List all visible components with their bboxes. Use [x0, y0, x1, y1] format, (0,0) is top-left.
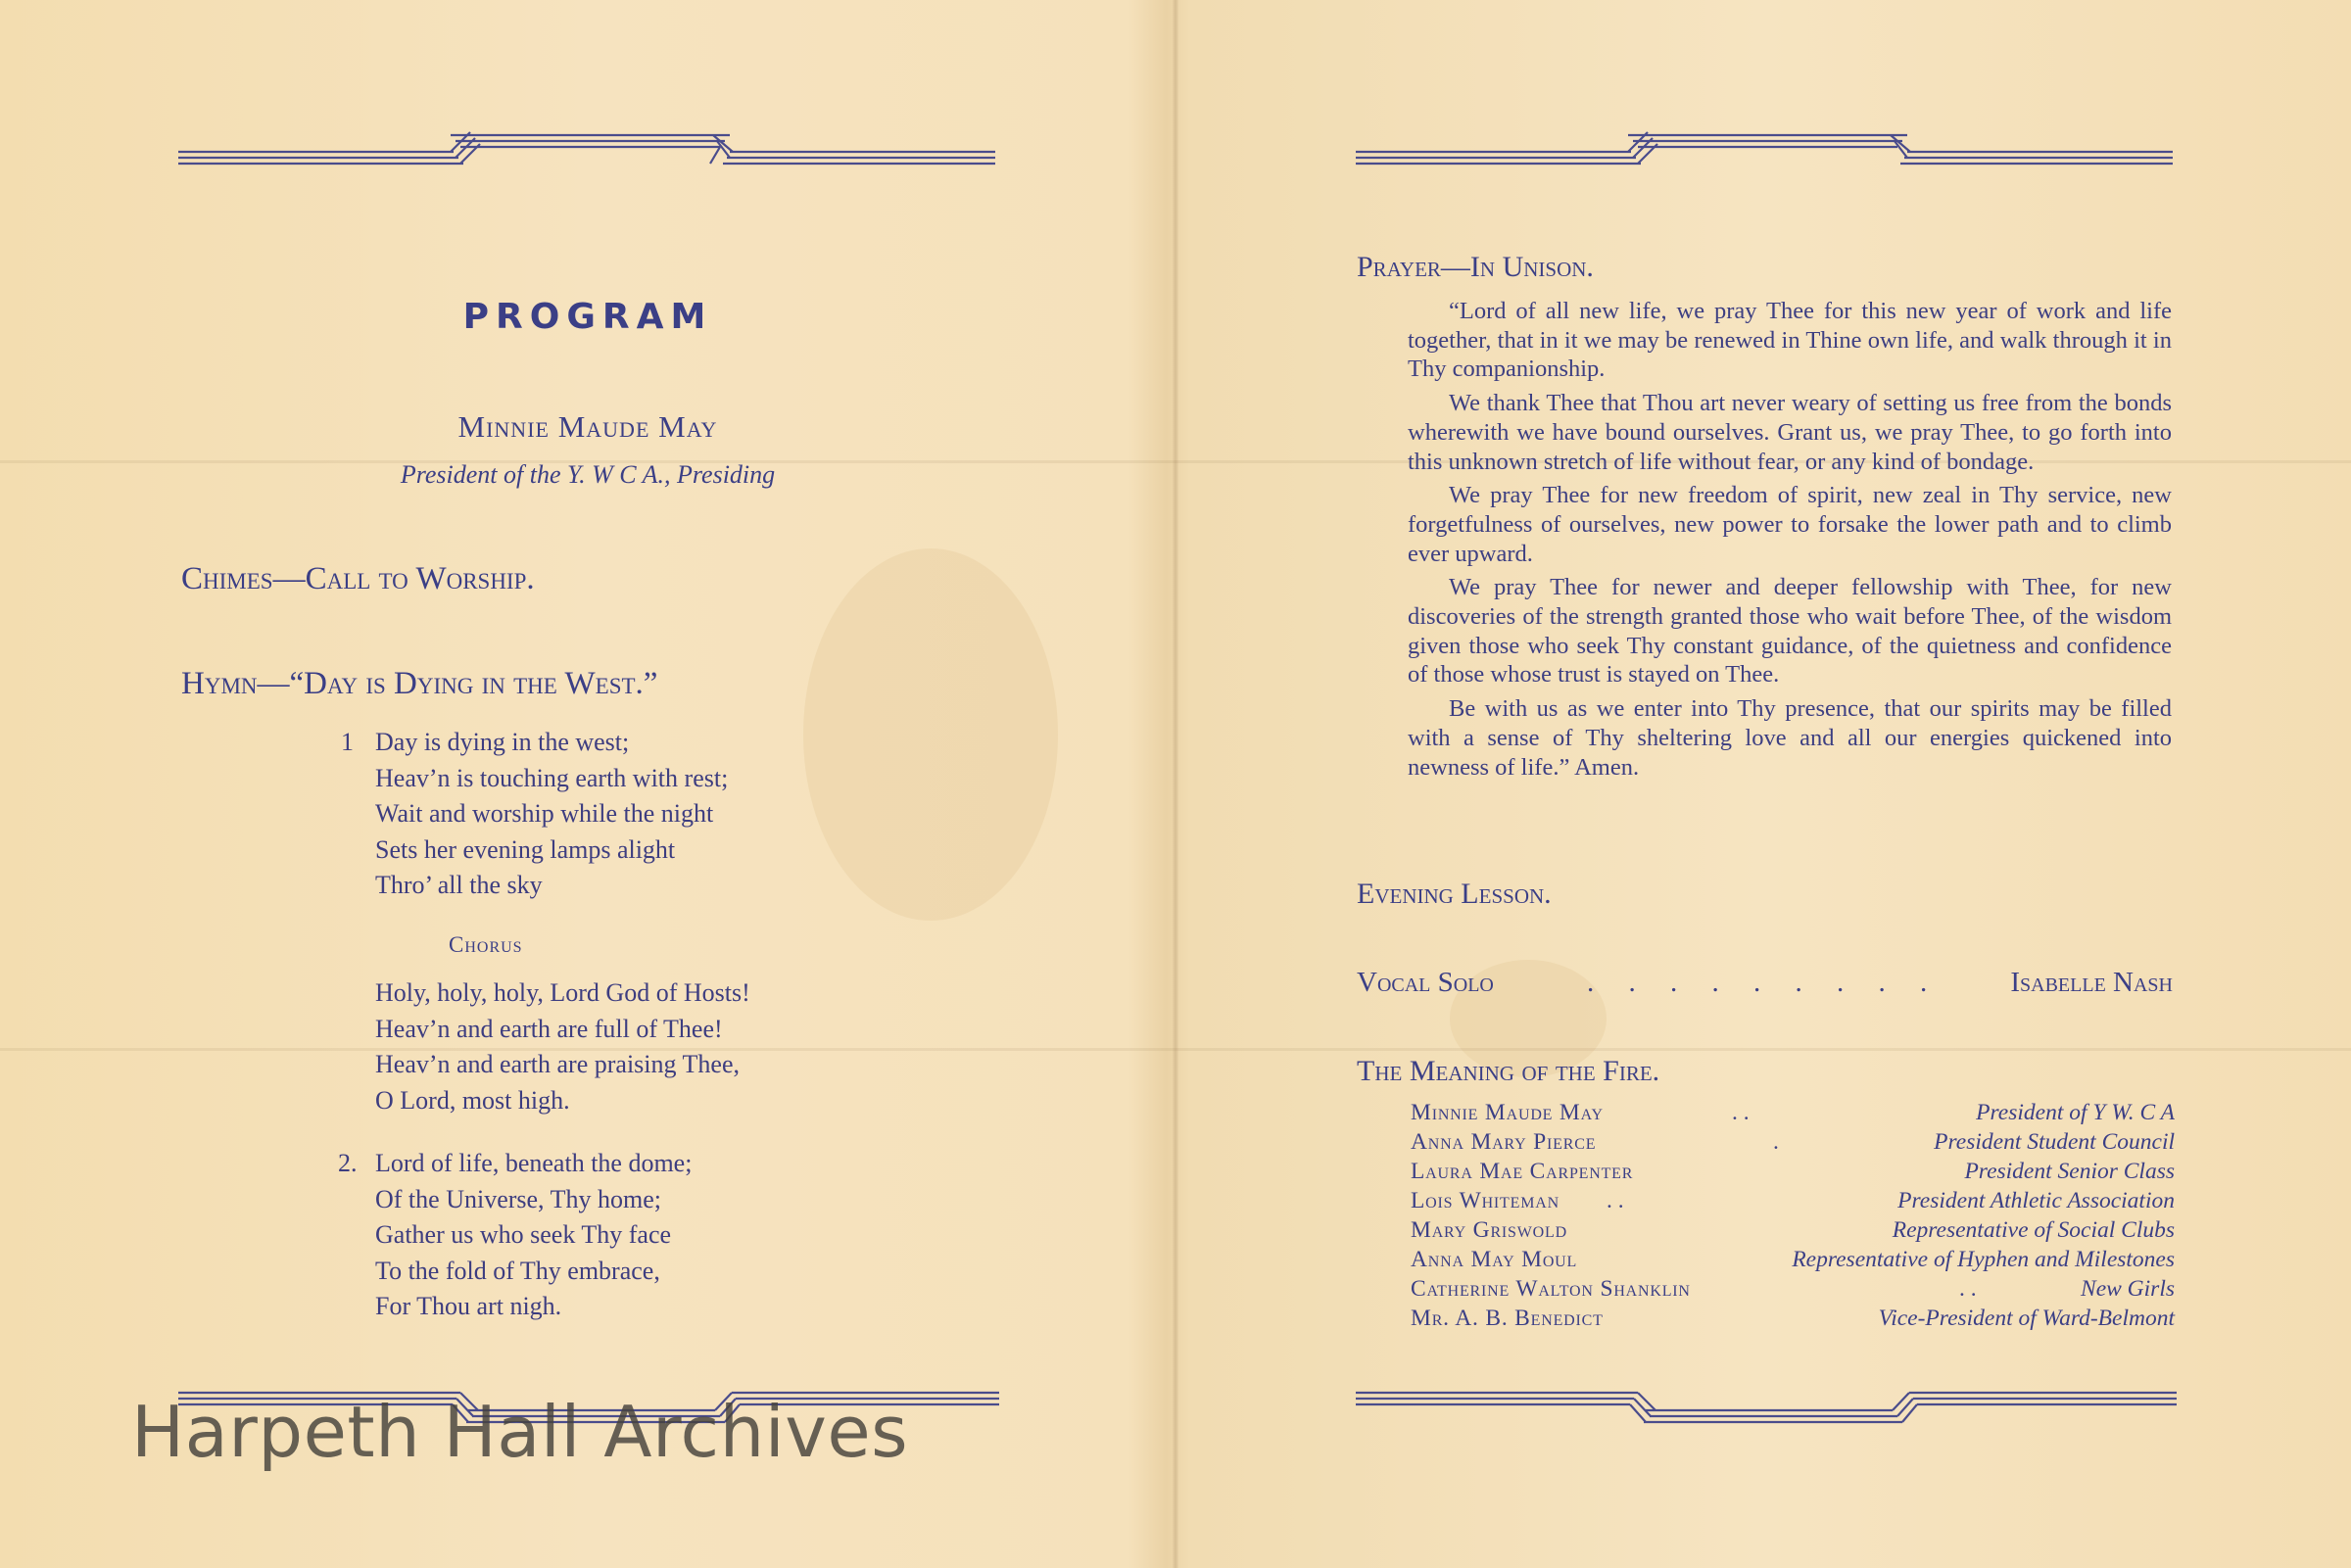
- participant-row: [1411, 1217, 2175, 1247]
- participant-row: [1411, 1100, 2175, 1129]
- verse-line: Wait and worship while the night: [375, 799, 714, 828]
- prayer-text: [1408, 297, 2172, 786]
- presider-name: Minnie Maude May: [457, 409, 718, 444]
- top-ornament: [1354, 130, 2186, 179]
- fire-heading: The Meaning of the Fire.: [1357, 1055, 1660, 1087]
- lesson-heading: Evening Lesson.: [1357, 878, 1552, 910]
- prayer-heading: Prayer—In Unison.: [1357, 251, 1594, 283]
- leader-dots: . .: [1732, 1100, 1750, 1125]
- solo-heading: Vocal Solo: [1357, 967, 1494, 998]
- solo-leader-dots: . . . . . . . . .: [1587, 967, 1942, 998]
- prayer-paragraph: “Lord of all new life, we pray Thee for this new year of work and life together, that in it we may be renewed in Thine own life, and walk through it in Thy companionship.: [1408, 298, 2172, 383]
- verse-line: Gather us who seek Thy face: [375, 1220, 672, 1249]
- participant-row: [1411, 1159, 2175, 1188]
- participant-name: Mary Griswold: [1411, 1217, 1567, 1243]
- participant-role: New Girls: [2081, 1276, 2175, 1302]
- verse-line: Thro’ all the sky: [375, 871, 543, 899]
- participant-role: President Athletic Association: [1897, 1188, 2175, 1213]
- participant-role: Vice-President of Ward-Belmont: [1878, 1306, 2175, 1331]
- leader-dots: . .: [1607, 1188, 1624, 1213]
- verse-number: 2.: [338, 1149, 358, 1177]
- participant-name: Minnie Maude May: [1411, 1100, 1604, 1125]
- participant-row: [1411, 1276, 2175, 1306]
- prayer-paragraph: We thank Thee that Thou art never weary of setting us free from the bonds wherewith we have bound ourselves. Grant us, we pray Thee, to go forth into this unknown stretch of life without fear, or any kind of bondage.: [1408, 390, 2172, 475]
- prayer-paragraph: We pray Thee for new freedom of spirit, new zeal in Thy service, new forgetfulness of ourselves, new power to forsake the lower path and to climb ever upward.: [1408, 482, 2172, 567]
- verse-line: For Thou art nigh.: [375, 1292, 562, 1320]
- chimes-heading: Chimes—Call to Worship.: [181, 561, 535, 596]
- participant-row: [1411, 1188, 2175, 1217]
- participant-name: Laura Mae Carpenter: [1411, 1159, 1634, 1184]
- verse-line: Lord of life, beneath the dome;: [375, 1149, 693, 1177]
- top-ornament: [176, 130, 1009, 179]
- presider-role: President of the Y. W C A., Presiding: [400, 460, 776, 489]
- chorus-line: Heav’n and earth are full of Thee!: [375, 1014, 723, 1043]
- participant-role: President Student Council: [1934, 1129, 2175, 1155]
- verse-line: Sets her evening lamps alight: [375, 834, 676, 864]
- chorus-label: Chorus: [449, 932, 523, 957]
- hymn-chorus: [375, 975, 750, 1118]
- archive-watermark: Harpeth Hall Archives: [131, 1391, 909, 1473]
- prayer-paragraph: Be with us as we enter into Thy presence, that our spirits may be filled with a sense of Thy sheltering love and all our energies quickened into newness of life.” Amen.: [1408, 695, 2172, 781]
- chorus-line: Heav’n and earth are praising Thee,: [375, 1050, 741, 1078]
- participant-name: Mr. A. B. Benedict: [1411, 1306, 1604, 1331]
- program-title: PROGRAM: [462, 297, 713, 337]
- verse-line: Day is dying in the west;: [375, 728, 630, 756]
- vocal-solo-row: [1357, 967, 2173, 999]
- participant-role: President of Y W. C A: [1976, 1100, 2175, 1125]
- leader-dots: . .: [1959, 1276, 1977, 1302]
- participant-role: Representative of Social Clubs: [1892, 1217, 2175, 1243]
- chorus-line: O Lord, most high.: [375, 1085, 570, 1115]
- participant-row: [1411, 1247, 2175, 1276]
- hymn-heading: Hymn—“Day is Dying in the West.”: [181, 666, 658, 701]
- solo-performer: Isabelle Nash: [2010, 967, 2173, 998]
- leader-dots: .: [1773, 1129, 1779, 1155]
- verse-line: Heav’n is touching earth with rest;: [375, 763, 729, 792]
- participant-name: Lois Whiteman: [1411, 1188, 1559, 1213]
- participant-row: [1411, 1306, 2175, 1335]
- participant-name: Catherine Walton Shanklin: [1411, 1276, 1691, 1302]
- participant-row: [1411, 1129, 2175, 1159]
- hymn-verse-1: [375, 725, 728, 904]
- chorus-line: Holy, holy, holy, Lord God of Hosts!: [375, 978, 750, 1007]
- verse-line: To the fold of Thy embrace,: [375, 1256, 660, 1285]
- verse-number: 1: [341, 728, 354, 756]
- participant-role: President Senior Class: [1964, 1159, 2175, 1184]
- participant-name: Anna May Moul: [1411, 1247, 1578, 1272]
- verse-line: Of the Universe, Thy home;: [375, 1184, 661, 1213]
- participant-name: Anna Mary Pierce: [1411, 1129, 1597, 1155]
- left-page: [0, 0, 1173, 1568]
- prayer-paragraph: We pray Thee for newer and deeper fellowship with Thee, for new discoveries of the strength granted those who wait before Thee, of the wisdom given those who seek Thy constant guidance, of the quietness and confidence of those whose trust is stayed on Thee.: [1408, 574, 2172, 689]
- fire-participants: [1411, 1100, 2175, 1335]
- bottom-ornament: [1354, 1379, 2186, 1428]
- participant-role: Representative of Hyphen and Milestones: [1792, 1247, 2175, 1272]
- hymn-verse-2: [375, 1146, 692, 1325]
